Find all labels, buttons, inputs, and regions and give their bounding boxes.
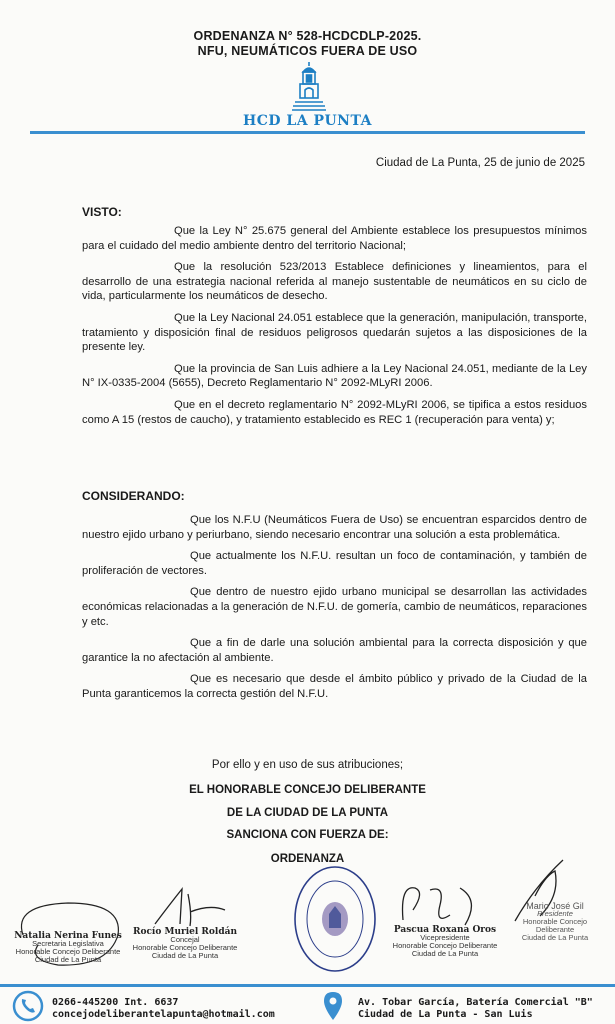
closing-ordenanza: ORDENANZA	[270, 853, 345, 865]
signatory-role: Vicepresidente	[420, 933, 470, 942]
signatory-name: Mario José Gil	[526, 901, 584, 911]
closing-sanciona: SANCIONA CON FUERZA DE:	[226, 829, 389, 841]
signature-block-funes	[4, 932, 132, 964]
phone-icon	[12, 990, 44, 1022]
closing-council: EL HONORABLE CONCEJO DELIBERANTE	[189, 784, 426, 796]
signatory-role: Concejal	[170, 935, 200, 944]
signature-block-gil	[503, 902, 607, 942]
visto-heading: VISTO:	[82, 205, 122, 219]
signatory-name: Natalia Nerina Funes	[14, 931, 122, 941]
document-date: Ciudad de La Punta, 25 de junio de 2025	[375, 157, 585, 169]
signatory-role: Presidente	[537, 909, 573, 918]
tower-logo-icon	[292, 60, 326, 112]
considerando-paragraph: Que es necesario que desde el ámbito público y privado de la Ciudad de la Punta garanticemos la correcta gestión del N.F.U.	[82, 673, 587, 700]
visto-paragraph: Que la Ley N° 25.675 general del Ambiente establece los presupuestos mínimos para el cuidado del medio ambiente dentro del territorio Nacional;	[82, 225, 587, 252]
footer-contact	[52, 997, 275, 1021]
visto-paragraph: Que la provincia de San Luis adhiere a la Ley Nacional 24.051, mediante de la Ley N° IX-0335-2004 (5655), Decreto Reglamentario N° 2092-MLyRI 2006.	[82, 362, 587, 390]
footer-address-line1: Av. Tobar García, Batería Comercial "B"	[358, 997, 593, 1008]
signatory-city: Ciudad de La Punta	[521, 933, 589, 942]
signatory-city: Ciudad de La Punta	[151, 951, 219, 960]
signature-oros-icon	[395, 880, 495, 930]
considerando-paragraph: Que dentro de nuestro ejido urbano municipal se desarrollan las actividades económicas relacionadas a la generación de N.F.U. de gomería, cambio de neumáticos, reparaciones y etc.	[82, 586, 587, 628]
considerando-section	[82, 513, 587, 702]
official-seal-icon	[292, 864, 378, 974]
footer-email[interactable]: concejodeliberantelapunta@hotmail.com	[52, 1009, 275, 1020]
visto-section	[82, 224, 587, 427]
footer-address	[358, 997, 593, 1021]
visto-paragraph: Que en el decreto reglamentario N° 2092-MLyRI 2006, se tipifica a estos residuos como A 15 (restos de caucho), y tratamiento establecido es REC 1 (recuperación para venta) y;	[82, 398, 587, 426]
signature-block-roldan	[126, 928, 244, 960]
signature-roldan-icon	[150, 884, 230, 930]
document-subtitle: NFU, NEUMÁTICOS FUERA DE USO	[197, 44, 418, 58]
closing-city: DE LA CIUDAD DE LA PUNTA	[226, 807, 389, 819]
signatory-name: Rocío Muriel Roldán	[132, 927, 238, 937]
considerando-heading: CONSIDERANDO:	[82, 489, 185, 503]
signatory-city: Ciudad de La Punta	[34, 955, 102, 964]
signatory-name: Pascua Roxana Oros	[393, 925, 497, 935]
considerando-paragraph: Que los N.F.U (Neumáticos Fuera de Uso) se encuentran esparcidos dentro de nuestro ejido urbano y periurbano, siendo necesario encontrar una solución a esta problemática.	[82, 514, 587, 541]
footer-address-line2: Ciudad de La Punta - San Luis	[358, 1009, 533, 1020]
document-title: ORDENANZA N° 528-HCDCDLP-2025.	[193, 29, 422, 43]
signatory-org: Honorable Concejo Deliberante	[132, 943, 238, 952]
logo-wordmark: HCD LA PUNTA	[242, 113, 372, 129]
footer-divider	[0, 984, 615, 987]
considerando-paragraph: Que a fin de darle una solución ambiental para la correcta disposición y que garantice la no afectación al ambiente.	[82, 637, 587, 664]
signatory-org: Honorable Concejo Deliberante	[522, 917, 588, 934]
visto-paragraph: Que la Ley Nacional 24.051 establece que la generación, manipulación, transporte, tratamiento y disposición final de residuos peligrosos quedarán sujetos a las disposiciones de la presente ley.	[82, 311, 587, 354]
signatory-org: Honorable Concejo Deliberante	[15, 947, 121, 956]
closing-intro: Por ello y en uso de sus atribuciones;	[211, 759, 404, 771]
signatory-org: Honorable Concejo Deliberante	[392, 941, 498, 950]
considerando-paragraph: Que actualmente los N.F.U. resultan un foco de contaminación, y también de proliferación de vectores.	[82, 550, 587, 577]
signatory-city: Ciudad de La Punta	[411, 949, 479, 958]
header-divider	[30, 131, 585, 134]
footer-phone: 0266-445200 Int. 6637	[52, 997, 179, 1008]
visto-paragraph: Que la resolución 523/2013 Establece definiciones y lineamientos, para el desarrollo de una estrategia nacional referida al manejo sustentable de neumáticos en su ciclo de vida, particularmente los neumáticos de desecho.	[82, 261, 587, 303]
signature-block-oros	[386, 926, 504, 958]
location-pin-icon	[322, 990, 344, 1022]
signatory-role: Secretaria Legislativa	[32, 939, 104, 948]
